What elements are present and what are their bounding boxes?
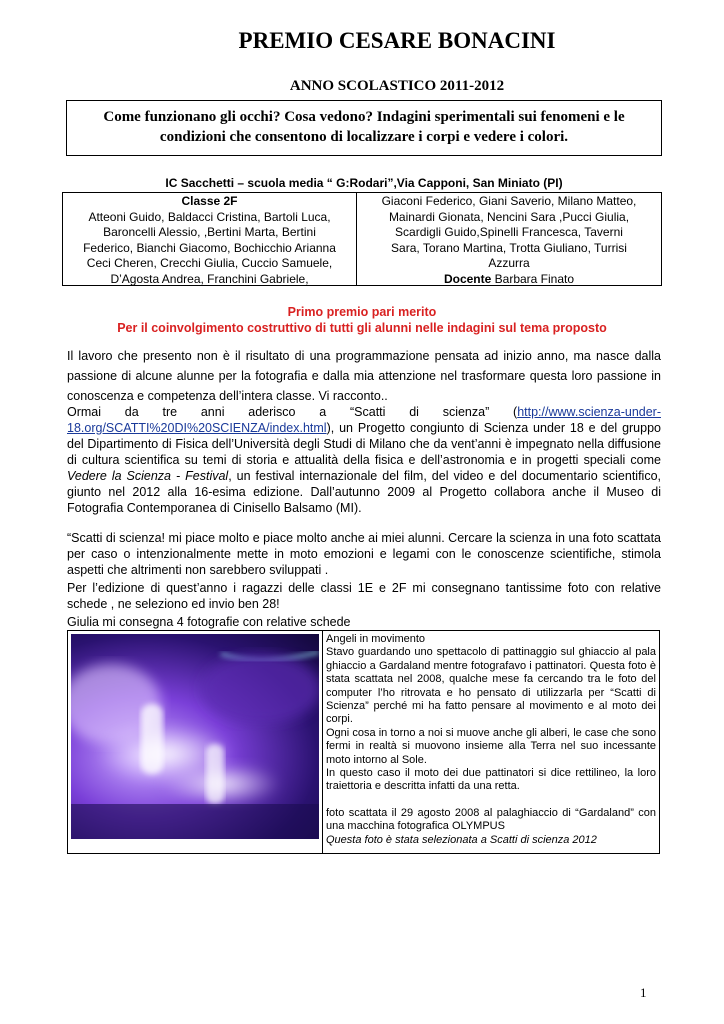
photo-description (323, 631, 659, 853)
teacher-name: Barbara Finato (494, 271, 575, 286)
scienza-under-18-link[interactable]: http://www.scienza-under-18.org/SCATTI%20DI%20SCIENZA/index.html (67, 405, 661, 435)
page-number: 1 (640, 985, 647, 1000)
class-column-left (63, 193, 357, 285)
festival-name: Vedere la Scienza - Festival (67, 469, 229, 483)
class-column-right (357, 193, 661, 285)
student-line: Scardigli Guido,Spinelli Francesca, Taverni (395, 225, 623, 239)
student-line: Baroncelli Alessio, ,Bertini Marta, Bertini (103, 225, 316, 239)
paragraph-scatti (67, 404, 661, 516)
photo-cell (68, 631, 323, 853)
prize-line-1: Primo premio pari merito (287, 305, 437, 319)
student-line: Mainardi Gionata, Nencini Sara ,Pucci Giulia, (388, 209, 630, 224)
student-line: Sara, Torano Martina, Trotta Giuliano, Turrisi (391, 240, 627, 255)
school-year: ANNO SCOLASTICO 2011-2012 (289, 78, 505, 94)
photo-text: Ogni cosa in torno a noi si muove anche gli alberi, le case che sono fermi in realtà si muovono insieme alla Terra nel suo incessante moto intorno al Sole. (326, 726, 656, 766)
class-table (62, 192, 662, 286)
photo-credit: foto scattata il 29 agosto 2008 al palaghiaccio di “Gardaland” con una macchina fotografica OLYMPUS (326, 806, 656, 833)
paragraph-text: ), un Progetto congiunto di Scienza under 18 e del gruppo del Dipartimento di Fisica dell’Università degli Studi di Milano che da vent’anni è impegnato nella diffusione di cultura scientifica su temi di storia e attualità della fisica e dell’astronomia e in progetti speciali come (67, 421, 661, 467)
photo-text: Stavo guardando uno spettacolo di pattinaggio sul ghiaccio al pala ghiaccio a Gardaland mentre fotografavo i pattinatori. Questa foto è stata scattata nel 2008, qualche mese fa cercando tra le foto del computer l’ho ritrovata e ho pensato di utilizzarla per “Scatti di Scienza” perché mi ha fatto pensare al movimento e al moto dei corpi. (326, 646, 656, 726)
student-line: Giaconi Federico, Giani Saverio, Milano Matteo, (381, 194, 637, 208)
student-line: Atteoni Guido, Baldacci Cristina, Bartoli Luca, (88, 209, 331, 224)
teacher-label: Docente (443, 271, 492, 286)
photo-card (67, 630, 660, 854)
student-line: Federico, Bianchi Giacomo, Bochicchio Arianna (83, 240, 336, 255)
prize-heading (60, 304, 664, 336)
photo-text: In questo caso il moto dei due pattinatori si dice rettilineo, la loro traiettoria e descritta infatti da una retta. (326, 767, 656, 793)
student-line: Azzurra (488, 256, 530, 270)
student-line: D’Agosta Andrea, Franchini Gabriele, (110, 271, 309, 286)
question-line-1: Come funzionano gli occhi? Cosa vedono? Indagini sperimentali sui fenomeni e le (103, 109, 625, 125)
paragraph-intro: Il lavoro che presento non è il risultato di una programmazione pensata ad inizio anno, ma nasce dalla passione di alcune alunne per la fotografia e dalla mia attenzione nel trasformare questa loro passione in conoscenza e competenza dell’intera classe. Vi racconto.. (67, 349, 661, 403)
teacher-line (357, 272, 661, 288)
question-line-2: condizioni che consentono di localizzare i corpi e vedere i colori. (159, 129, 569, 145)
spacer (326, 794, 656, 807)
photo-title: Angeli in movimento (326, 633, 426, 645)
prize-line-2: Per il coinvolgimento costruttivo di tutti gli alunni nelle indagini sul tema proposto (117, 321, 607, 335)
class-label: Classe 2F (181, 194, 238, 208)
page-title: PREMIO CESARE BONACINI (238, 28, 556, 53)
paragraph-text: , un festival internazionale del film, del video e del documentario scientifico, giunto nel 2012 alla 16-esima edizione. Dall’autunno 2009 al Progetto collabora anche il Museo di Fotografia Contemporanea di Cinisello Balsamo (MI). (67, 469, 661, 515)
photo-selected-note: Questa foto è stata selezionata a Scatti di scienza 2012 (326, 833, 597, 846)
paragraph-text: Ormai da tre anni aderisco a “Scatti di scienza” ( (67, 405, 518, 419)
student-line: Ceci Cheren, Crecchi Giulia, Cuccio Samuele, (86, 256, 333, 270)
skaters-photo (71, 634, 319, 839)
school-name: IC Sacchetti – scuola media “ G:Rodari”,Via Capponi, San Miniato (PI) (165, 176, 563, 190)
skaters-photo-graphic (71, 634, 319, 839)
paragraph-quote: “Scatti di scienza! mi piace molto e piace molto anche ai miei alunni. Cercare la scienza in una foto scattata per caso o intenzionalmente mette in moto emozioni e legami con le conoscenze scientifiche, stimola aspetti che altrimenti non sarebbero sviluppati . (67, 531, 661, 577)
paragraph-edition: Per l’edizione di quest’anno i ragazzi delle classi 1E e 2F mi consegnano tantissime foto con relative schede , ne seleziono ed invio ben 28! (67, 581, 661, 611)
research-question-box (66, 100, 662, 156)
paragraph-giulia: Giulia mi consegna 4 fotografie con relative schede (67, 615, 351, 629)
